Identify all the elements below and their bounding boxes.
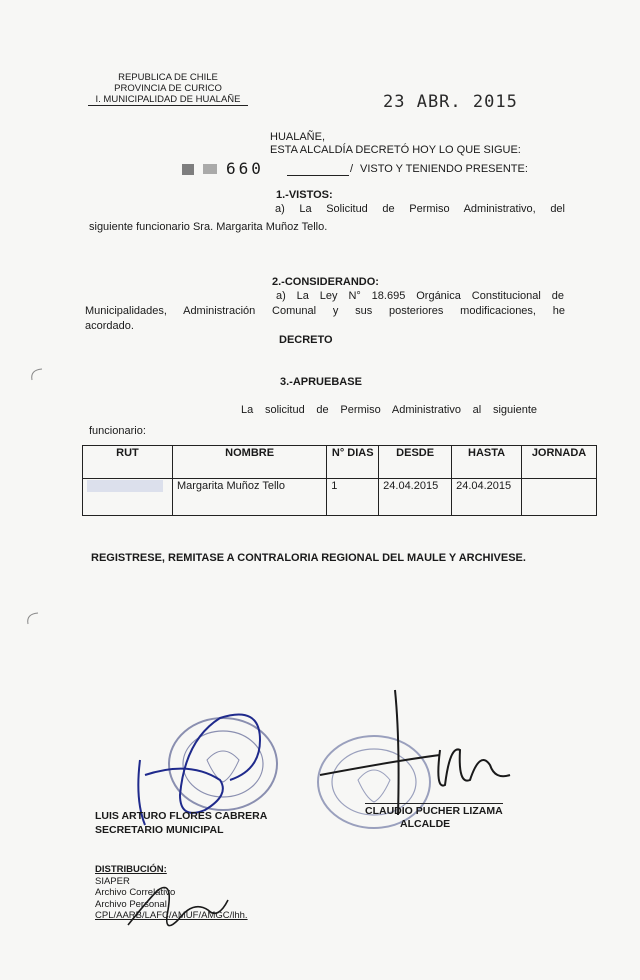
vistos-heading: 1.-VISTOS: [276,189,333,201]
cell-rut [83,479,173,516]
considerando-text-1: a) La Ley N° 18.695 Orgánica Constitucional de [276,290,564,302]
number-underline [287,175,349,176]
date-stamp: 23 ABR. 2015 [383,92,518,112]
secretary-name: LUIS ARTURO FLORES CABRERA [95,810,268,822]
cell-dias: 1 [327,479,379,516]
table-row [83,479,597,516]
col-header-rut: RUT [83,446,173,479]
col-header-dias: N° DIAS [327,446,379,479]
decreto-heading: DECRETO [279,334,333,346]
col-header-desde: DESDE [379,446,452,479]
mayor-name: CLAUDIO PUCHER LIZAMA [365,805,503,817]
distribution-title: DISTRIBUCIÓN: [95,864,167,875]
punch-hole-mark [24,610,44,630]
apruebase-heading: 3.-APRUEBASE [280,376,362,388]
permission-table [82,445,597,516]
mayor-signature [300,680,530,820]
intro-line: ESTA ALCALDÍA DECRETÓ HOY LO QUE SIGUE: [270,144,521,156]
cell-jornada [522,479,597,516]
initials-signature [118,870,238,945]
closing-statement: REGISTRESE, REMITASE A CONTRALORIA REGIONAL DEL MAULE Y ARCHIVESE. [91,552,526,564]
secretary-title: SECRETARIO MUNICIPAL [95,824,224,836]
considerando-text-2: Municipalidades, Administración Comunal y sus posteriores modificaciones, he [85,305,565,317]
vistos-text-2: siguiente funcionario Sra. Margarita Muñoz Tello. [89,221,328,233]
header-line-2: PROVINCIA DE CURICO [114,83,222,94]
institution-header [88,72,248,106]
header-line-1: REPUBLICA DE CHILE [118,72,218,83]
considerando-heading: 2.-CONSIDERANDO: [272,276,379,288]
distribution-item: Archivo Personal [95,898,167,910]
stamp-mark-icon [203,164,217,174]
cell-nombre: Margarita Muñoz Tello [172,479,326,516]
intro2-line: VISTO Y TENIENDO PRESENTE: [360,163,528,175]
decree-number: 660 [226,159,264,178]
distribution-item: Archivo Correlativo [95,887,176,898]
distribution-item: CPL/AARB/LAFC/AMUF/AMGC/lhh. [95,910,248,921]
col-header-hasta: HASTA [452,446,522,479]
header-line-3: I. MUNICIPALIDAD DE HUALAÑE [88,94,248,106]
decree-number-line: 660 / VISTO Y TENIENDO PRESENTE: [182,160,542,180]
stamp-mark-icon [182,164,194,175]
considerando-text-3: acordado. [85,320,134,332]
mayor-title: ALCALDE [400,818,451,830]
punch-hole-mark [28,366,48,386]
cell-hasta: 24.04.2015 [452,479,522,516]
col-header-nombre: NOMBRE [172,446,326,479]
vistos-text-1: a) La Solicitud de Permiso Administrativo, del [275,203,565,215]
table-header-row [83,446,597,479]
cell-desde: 24.04.2015 [379,479,452,516]
city-line: HUALAÑE, [270,131,326,143]
distribution-item: SIAPER [95,875,130,887]
apruebase-text-1: La solicitud de Permiso Administrativo al siguiente [241,404,537,416]
col-header-jornada: JORNADA [522,446,597,479]
redacted-rut [87,480,163,492]
apruebase-text-2: funcionario: [89,425,146,437]
